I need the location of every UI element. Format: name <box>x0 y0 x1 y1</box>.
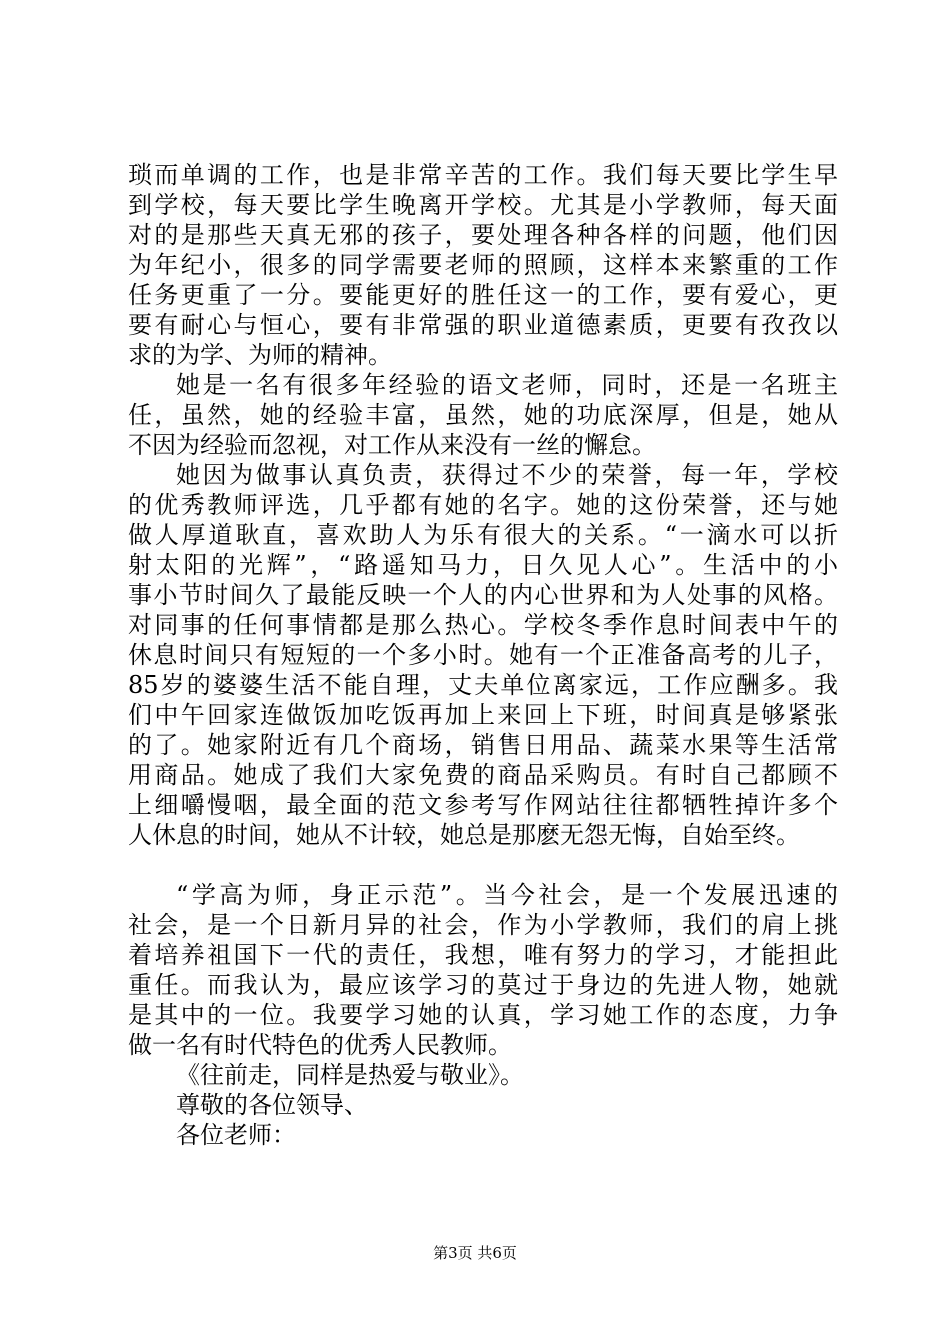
text-line: 她因为做事认真负责，获得过不少的荣誉，每一年，学校 <box>176 461 838 489</box>
text-line: 用商品。她成了我们大家免费的商品采购员。有时自己都顾不 <box>128 761 838 789</box>
paragraph <box>128 1090 838 1120</box>
text-line: 尊敬的各位领导、 <box>176 1091 368 1119</box>
paragraph <box>128 160 838 370</box>
text-line: 重任。而我认为，最应该学习的莫过于身边的先进人物，她就 <box>128 971 838 999</box>
text-line: 射太阳的光辉”，“路遥知马力，日久见人心”。生活中的小 <box>128 551 838 579</box>
text-line: 的了。她家附近有几个商场，销售日用品、蔬菜水果等生活常 <box>128 731 838 759</box>
text-line: 85岁的婆婆生活不能自理，丈夫单位离家远，工作应酬多。我 <box>128 671 838 699</box>
text-line: 琐而单调的工作，也是非常辛苦的工作。我们每天要比学生早 <box>128 161 838 189</box>
text-line: 要有耐心与恒心，要有非常强的职业道德素质，更要有孜孜以 <box>128 311 838 339</box>
text-line: 为年纪小，很多的同学需要老师的照顾，这样本来繁重的工作 <box>128 251 838 279</box>
text-line: 做人厚道耿直，喜欢助人为乐有很大的关系。“一滴水可以折 <box>128 521 838 549</box>
text-line: 的优秀教师评选，几乎都有她的名字。她的这份荣誉，还与她 <box>128 491 838 519</box>
document-body <box>128 160 838 1150</box>
paragraph <box>128 370 838 460</box>
paragraph <box>128 460 838 850</box>
text-line: 对同事的任何事情都是那么热心。学校冬季作息时间表中午的 <box>128 611 838 639</box>
text-line: 《往前走，同样是热爱与敬业》。 <box>176 1061 524 1089</box>
text-line: 任，虽然，她的经验丰富，虽然，她的功底深厚，但是，她从 <box>128 401 838 429</box>
page-footer: 第3页 共6页 <box>433 1244 517 1262</box>
text-line: 上细嚼慢咽，最全面的范文参考写作网站往往都牺牲掉许多个 <box>128 791 838 819</box>
text-line: 着培养祖国下一代的责任，我想，唯有努力的学习，才能担此 <box>128 941 838 969</box>
paragraph <box>128 1120 838 1150</box>
text-line: 到学校，每天要比学生晚离开学校。尤其是小学教师，每天面 <box>128 191 838 219</box>
text-line: 社会，是一个日新月异的社会，作为小学教师，我们的肩上挑 <box>128 911 838 939</box>
text-line: 对的是那些天真无邪的孩子，要处理各种各样的问题，他们因 <box>128 221 838 249</box>
text-line: 事小节时间久了最能反映一个人的内心世界和为人处事的风格。 <box>128 581 838 609</box>
text-line: 是其中的一位。我要学习她的认真，学习她工作的态度，力争 <box>128 1001 838 1029</box>
text-line: 各位老师： <box>176 1121 296 1149</box>
text-line: 休息时间只有短短的一个多小时。她有一个正准备高考的儿子， <box>128 641 838 669</box>
text-line: 求的为学、为师的精神。 <box>128 341 392 369</box>
text-line: 做一名有时代特色的优秀人民教师。 <box>128 1031 512 1059</box>
paragraph <box>128 880 838 1060</box>
paragraph <box>128 1060 838 1090</box>
text-line: 不因为经验而忽视，对工作从来没有一丝的懈怠。 <box>128 431 656 459</box>
text-line: 任务更重了一分。要能更好的胜任这一的工作，要有爱心，更 <box>128 281 838 309</box>
text-line: 们中午回家连做饭加吃饭再加上来回上下班，时间真是够紧张 <box>128 701 838 729</box>
text-line: “学高为师，身正示范”。当今社会，是一个发展迅速的 <box>176 881 838 909</box>
text-line: 她是一名有很多年经验的语文老师，同时，还是一名班主 <box>176 371 838 399</box>
paragraph-gap <box>128 850 838 880</box>
text-line: 人休息的时间，她从不计较，她总是那麽无怨无悔，自始至终。 <box>128 821 800 849</box>
